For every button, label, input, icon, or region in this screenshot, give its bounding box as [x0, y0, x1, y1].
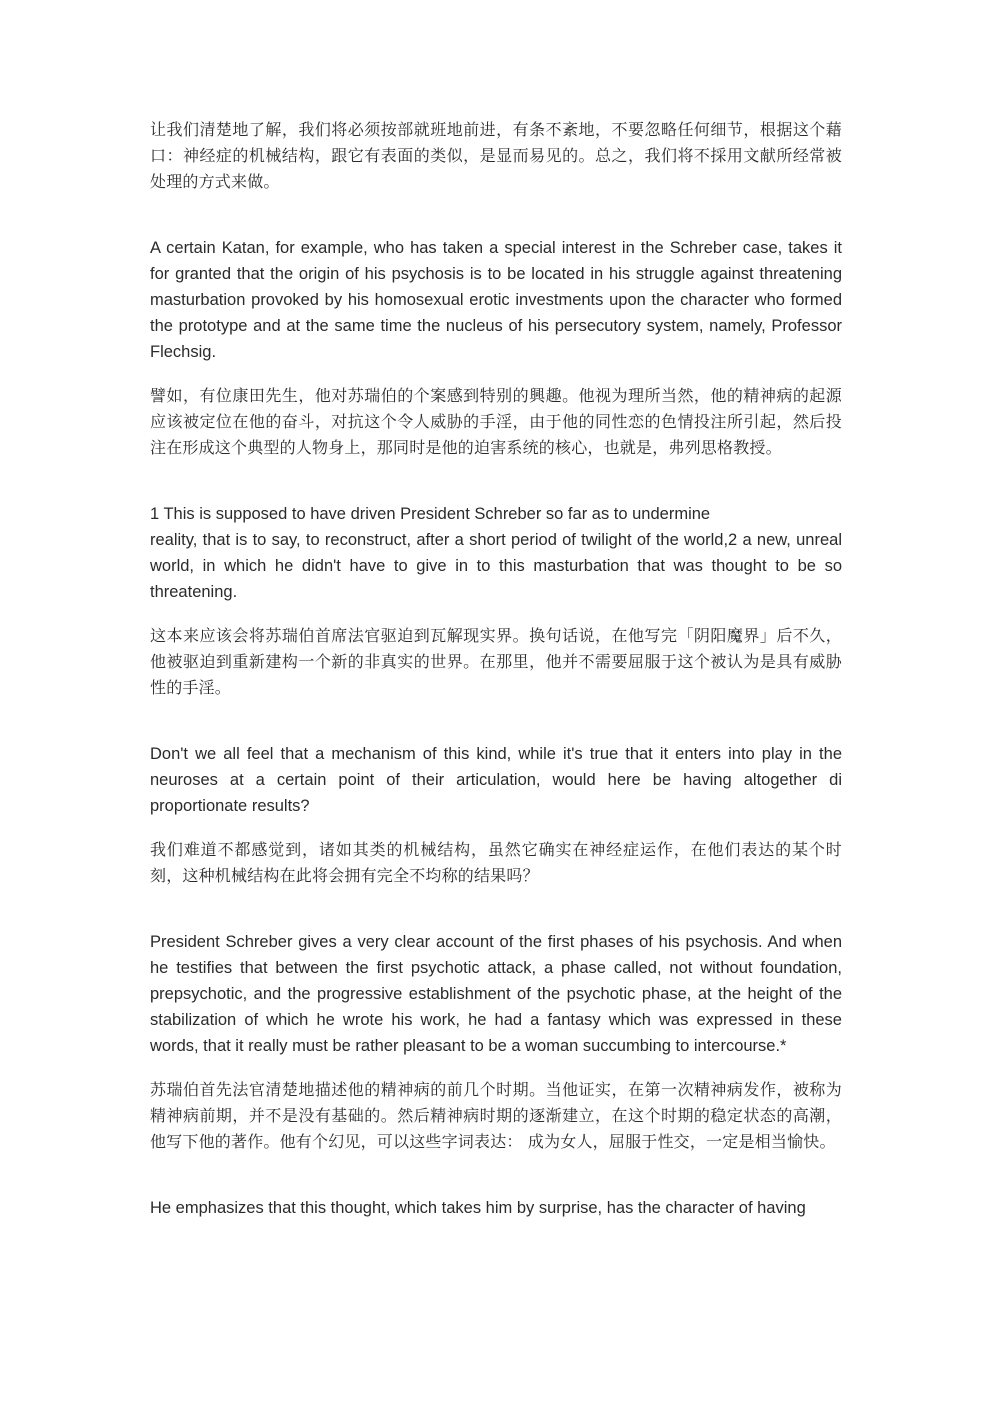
- document-page: [150, 117, 842, 1221]
- paragraph-zh-intro: 让我们清楚地了解，我们将必须按部就班地前进，有条不紊地，不要忽略任何细节，根据这个藉口：神经症的机械结构，跟它有表面的类似，是显而易见的。总之，我们将不採用文献所经常被处理的方式来做。: [150, 120, 842, 191]
- paragraph-en-mechanism: Don't we all feel that a mechanism of this kind, while it's true that it enters into play in the neuroses at a certain point of their articulation, would here be having altogether di proportionate results?: [150, 745, 842, 815]
- paragraph-en-reality-body: reality, that is to say, to reconstruct, after a short period of twilight of the world,2 a new, unreal world, in which he didn't have to give in to this masturbation that was thought to be so threatening.: [150, 531, 842, 601]
- paragraph-zh-reality: 这本来应该会将苏瑞伯首席法官驱迫到瓦解现实界。换句话说，在他写完「阴阳魔界」后不久，他被驱迫到重新建构一个新的非真实的世界。在那里，他并不需要屈服于这个被认为是具有威胁性的手淫。: [150, 626, 842, 697]
- paragraph-zh-mechanism: 我们难道不都感觉到，诸如其类的机械结构，虽然它确实在神经症运作，在他们表达的某个时刻，这种机械结构在此将会拥有完全不均称的结果吗？: [150, 840, 842, 885]
- paragraph-zh-katan: 譬如，有位康田先生，他对苏瑞伯的个案感到特别的興趣。他视为理所当然，他的精神病的起源应该被定位在他的奋斗，对抗这个令人威胁的手淫，由于他的同性恋的色情投注所引起，然后投注在形成这个典型的人物身上，那同时是他的迫害系统的核心，也就是，弗列思格教授。: [150, 386, 842, 457]
- paragraph-en-katan: A certain Katan, for example, who has taken a special interest in the Schreber case, takes it for granted that the origin of his psychosis is to be located in his struggle against threatening masturbation provoked by his homosexual erotic investments upon the character who formed the prototype and at the same time the nucleus of his persecutory system, namely, Professor Flechsig.: [150, 239, 842, 361]
- paragraph-en-account: President Schreber gives a very clear account of the first phases of his psychosis. And when he testifies that between the first psychotic attack, a phase called, not without foundation, prepsychotic, and the progressive establishment of the psychotic phase, at the height of the stabilization of which he wrote his work, he had a fantasy which was expressed in these words, that it really must be rather pleasant to be a woman succumbing to intercourse.*: [150, 933, 842, 1055]
- paragraph-en-reality: [150, 501, 842, 605]
- paragraph-zh-account: 苏瑞伯首先法官清楚地描述他的精神病的前几个时期。当他证实，在第一次精神病发作，被称为精神病前期，并不是没有基础的。然后精神病时期的逐渐建立，在这个时期的稳定状态的高潮，他写下他的著作。他有个幻见，可以这些字词表达： 成为女人，屈服于性交，一定是相当愉快。: [150, 1080, 842, 1151]
- paragraph-en-reality-first-line: 1 This is supposed to have driven President Schreber so far as to undermine: [150, 505, 711, 523]
- paragraph-en-emphasizes: He emphasizes that this thought, which takes him by surprise, has the character of having: [150, 1199, 806, 1217]
